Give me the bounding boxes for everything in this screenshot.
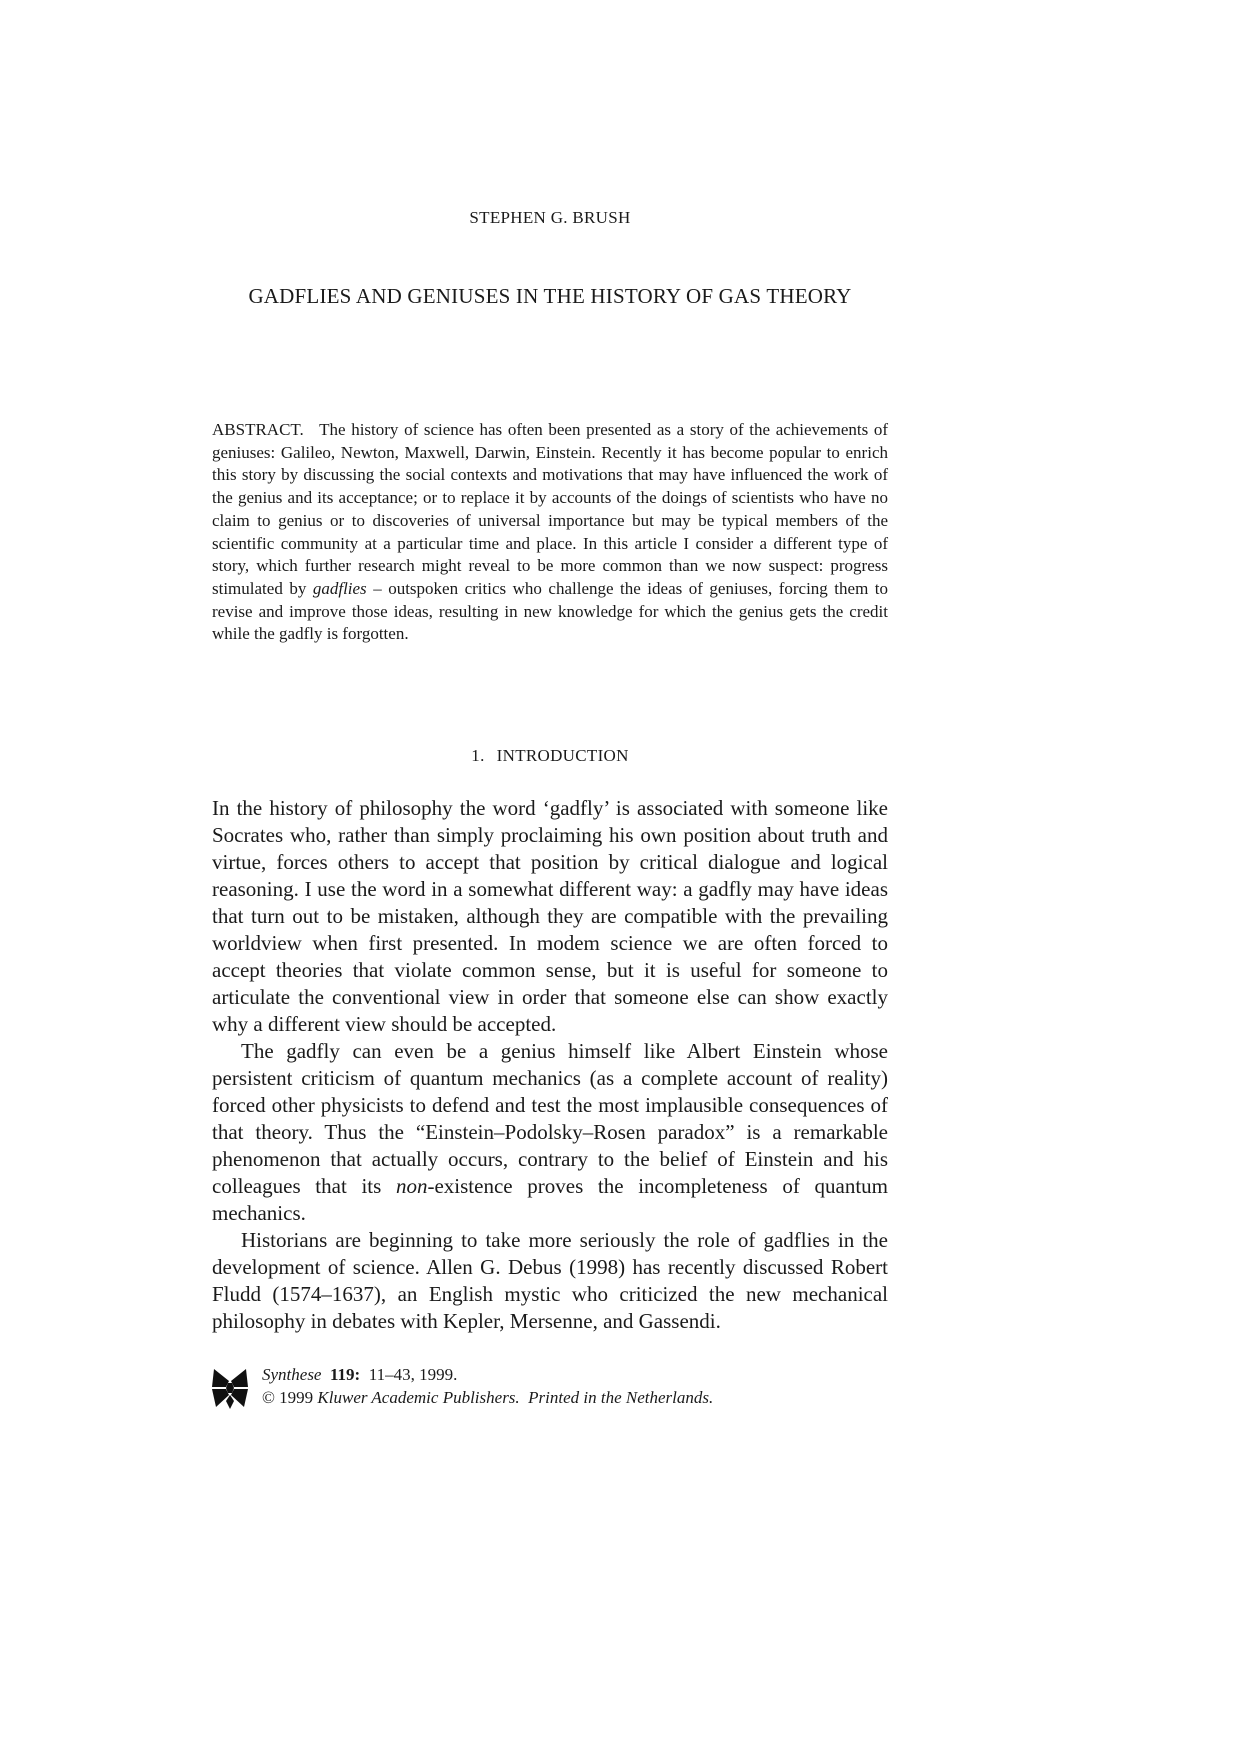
abstract-text-part-2: – outspoken critics who challenge the ideas of geniuses, forcing them to revise and improve those ideas, resulting in new knowledge for which the genius gets the credit while the gadfly is forgotten. [212, 578, 889, 644]
paragraph-2-part-1: The gadfly can even be a genius himself like Albert Einstein whose persistent criticism of quantum mechanics (as a complete account of reality) forced other physicists to defend and test the most implausible consequences of that theory. Thus the “Einstein–Podolsky–Rosen paradox” is a remarkable phenomenon that actually occurs, contrary to the belief of Einstein and his colleagues that its [212, 1039, 888, 1198]
abstract-emphasis: gadflies [312, 578, 367, 598]
journal-name: Synthese [262, 1365, 322, 1384]
paragraph-3: Historians are beginning to take more seriously the role of gadflies in the development of science. Allen G. Debus (1998) has recently discussed Robert Fludd (1574–1637), an English mystic who criticized the new mechanical philosophy in debates with Kepler, Mersenne, and Gassendi. [212, 1228, 888, 1333]
body-text [212, 795, 888, 1335]
publisher-name: Kluwer Academic Publishers. [317, 1388, 520, 1407]
abstract [212, 419, 888, 646]
section-number: 1. [471, 746, 485, 765]
footer-lines [262, 1363, 713, 1409]
publisher-logo-icon [212, 1367, 248, 1409]
journal-volume: 119: [329, 1365, 361, 1384]
abstract-label: ABSTRACT. [212, 420, 304, 439]
printed-location: Printed in the Netherlands. [528, 1388, 714, 1407]
publication-footer [212, 1363, 912, 1413]
copyright-line [262, 1386, 713, 1409]
section-title: INTRODUCTION [496, 746, 629, 765]
copyright: © 1999 [262, 1388, 314, 1407]
paper-title: GADFLIES AND GENIUSES IN THE HISTORY OF GAS THEORY [248, 284, 852, 308]
journal-pages: 11–43, 1999. [368, 1365, 458, 1384]
citation-line [262, 1363, 713, 1386]
abstract-text-part-1: The history of science has often been presented as a story of the achievements of geniuses: Galileo, Newton, Maxwell, Darwin, Einstein. Recently it has become popular to enrich this story by discussing the social contexts and motivations that may have influenced the work of the genius and its acceptance; or to replace it by accounts of the doings of scientists who have no claim to genius or to discoveries of universal importance but may be typical members of the scientific community at a particular time and place. In this article I consider a different type of story, which further research might reveal to be more common than we now suspect: progress stimulated by [212, 420, 888, 598]
paragraph-1: In the history of philosophy the word ‘gadfly’ is associated with someone like Socrates who, rather than simply proclaiming his own position about truth and virtue, forces others to accept that position by critical dialogue and logical reasoning. I use the word in a somewhat different way: a gadfly may have ideas that turn out to be mistaken, although they are compatible with the prevailing worldview when first presented. In modem science we are often forced to accept theories that violate common sense, but it is useful for someone to articulate the conventional view in order that someone else can show exactly why a different view should be accepted. [212, 796, 888, 1036]
paragraph-2 [212, 1038, 888, 1227]
author-name: STEPHEN G. BRUSH [469, 208, 631, 227]
paragraph-2-emphasis: non [395, 1174, 428, 1198]
paragraph-2-part-2: -existence proves the incompleteness of quantum mechanics. [212, 1174, 888, 1225]
section-heading [0, 746, 1100, 766]
